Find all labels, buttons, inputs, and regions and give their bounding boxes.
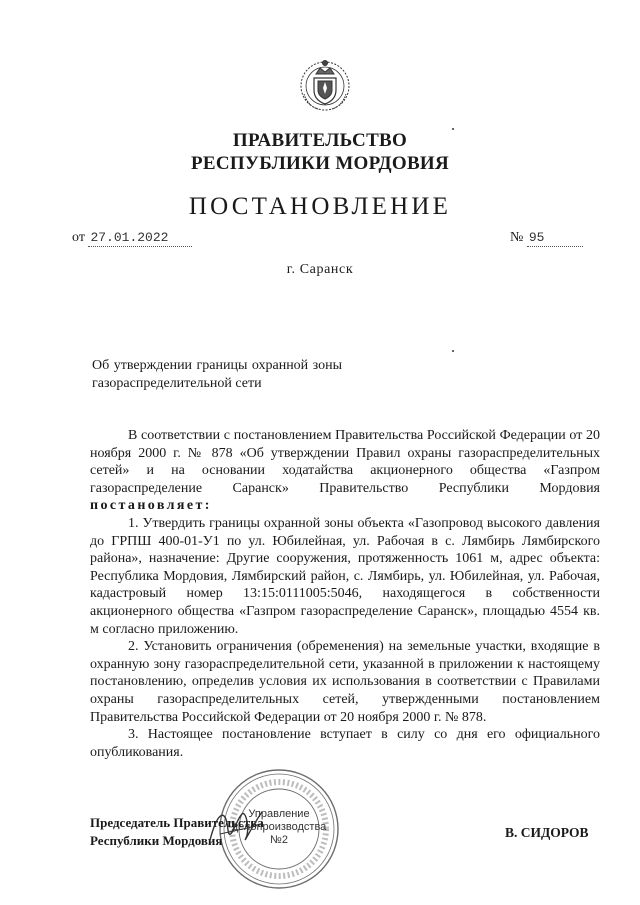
signer-title-line2: Республики Мордовия [90,833,223,848]
intro-text: В соответствии с постановлением Правительства Российской Федерации от 20 ноября 2000 г. № 878 «Об утверждении Правил охраны газораспределительных сетей» и на основании ходатайства акционерного общества «Газпром газораспределение Саранск» Правительство Республики Мордовия [90,428,600,496]
seal-line3: №2 [270,834,288,846]
scan-speck [452,350,454,352]
document-subject: Об утверждении границы охранной зоны газораспределительной сети [92,358,342,391]
government-title-line2: РЕСПУБЛИКИ МОРДОВИЯ [190,153,450,174]
scan-speck [452,128,454,130]
document-body [90,427,600,761]
number-line [510,230,583,247]
date-line [72,230,192,247]
body-paragraph-1: 1. Утвердить границы охранной зоны объекта «Газопровод высокого давления до ГРПШ 400-01-У1 по ул. Юбилейная, ул. Рабочая в с. Лямбирь Лямбирского района», назначение: Другие сооружения, протяженность 1061 м, адрес объекта: Республика Мордовия, Лямбирский район, с. Лямбирь, ул. Юбилейная, ул. Рабочая, кадастровый номер 13:15:0111005:5046, находящегося в собственности акционерного общества «Газпром газораспределение Саранск», площадью 4554 кв. м согласно приложению. [90,515,600,637]
number-value: 95 [527,230,583,247]
document-type-title: ПОСТАНОВЛЕНИЕ [188,193,452,220]
resolves-word: постановляет: [90,498,212,514]
body-paragraph-2: 2. Установить ограничения (обременения) на земельные участки, входящие в охранную зону газораспределительной сети, указанной в приложении к настоящему постановлению, определив условия их использования в соответствии с Правилами охраны газораспределительных сетей, утвержденными постановлением Правительства Российской Федерации от 20 ноября 2000 г. № 878. [90,639,600,725]
date-prefix: от [72,230,85,245]
handwritten-signature-icon [206,800,266,850]
city: г. Саранск [286,262,354,277]
signer-name: В. СИДОРОВ [505,825,589,840]
signer-title-line1: Председатель Правительства [90,815,264,830]
government-title-line1: ПРАВИТЕЛЬСТВО [232,130,408,151]
coat-of-arms-icon [298,54,352,112]
seal-line2: делопроизводства [231,821,327,833]
body-paragraph-3: 3. Настоящее постановление вступает в силу со дня его официального опубликования. [90,727,600,760]
body-paragraph-intro [90,427,600,515]
date-value: 27.01.2022 [88,230,192,247]
number-prefix: № [510,230,524,245]
seal-line1: Управление [248,808,310,820]
